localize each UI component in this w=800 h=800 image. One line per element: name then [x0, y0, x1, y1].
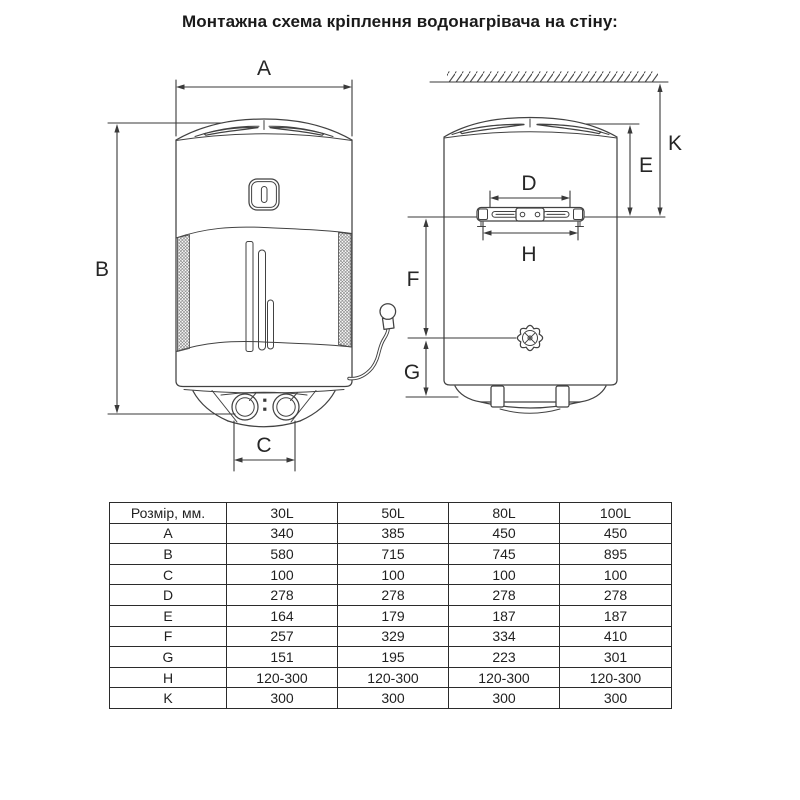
dimension-value-cell: 187: [449, 605, 560, 626]
dimension-value-cell: 179: [338, 605, 449, 626]
dimension-value-cell: 151: [227, 647, 338, 668]
dimension-value-cell: 120-300: [449, 667, 560, 688]
dimension-value-cell: 450: [560, 523, 672, 544]
dimension-value-cell: 100: [449, 564, 560, 585]
dimension-value-cell: 278: [338, 585, 449, 606]
table-row: [110, 605, 672, 626]
bottom-base: [184, 390, 344, 427]
col-header-size: Розмір, мм.: [110, 503, 227, 524]
dimension-value-cell: 164: [227, 605, 338, 626]
table-row: [110, 688, 672, 709]
dimension-D: [490, 172, 570, 207]
dimension-B: [95, 123, 235, 414]
table-header-row: [110, 503, 672, 524]
back-view: [403, 72, 668, 414]
dimension-value-cell: 300: [227, 688, 338, 709]
dimension-value-cell: 278: [449, 585, 560, 606]
table-row: [110, 523, 672, 544]
plug-head: [380, 304, 396, 320]
table-row: [110, 626, 672, 647]
relief-lines: [246, 242, 274, 352]
dim-label-e: E: [638, 154, 654, 177]
row-dimension-letter: D: [110, 585, 227, 606]
dimensions-table: [109, 502, 672, 709]
row-dimension-letter: F: [110, 626, 227, 647]
row-dimension-letter: G: [110, 647, 227, 668]
dimension-value-cell: 120-300: [338, 667, 449, 688]
dimension-C: [234, 421, 295, 471]
pipe-stub-left: [491, 386, 504, 407]
row-dimension-letter: A: [110, 523, 227, 544]
dim-label-g: G: [403, 361, 421, 384]
colon-dot: [263, 408, 266, 411]
col-header-volume: 50L: [338, 503, 449, 524]
dimension-value-cell: 329: [338, 626, 449, 647]
bottom-skirt: [455, 386, 606, 413]
dimension-value-cell: 257: [227, 626, 338, 647]
dimension-value-cell: 223: [449, 647, 560, 668]
dim-label-b: B: [94, 258, 110, 281]
dimension-H: [483, 222, 578, 266]
pipe-stub-right: [556, 386, 569, 407]
dimension-value-cell: 410: [560, 626, 672, 647]
row-dimension-letter: K: [110, 688, 227, 709]
dim-label-k: K: [667, 132, 683, 155]
wall-hatching: [447, 72, 658, 82]
row-dimension-letter: H: [110, 667, 227, 688]
dim-label-d: D: [521, 172, 537, 195]
page-title: Монтажна схема кріплення водонагрівача на стіну:: [182, 12, 618, 31]
dimension-value-cell: 745: [449, 544, 560, 565]
dimension-value-cell: 120-300: [560, 667, 672, 688]
dimension-value-cell: 100: [560, 564, 672, 585]
dimension-F: [407, 219, 429, 337]
row-dimension-letter: E: [110, 605, 227, 626]
power-cable: [349, 304, 396, 379]
dimension-value-cell: 715: [338, 544, 449, 565]
dimension-value-cell: 278: [560, 585, 672, 606]
dimension-K: [657, 84, 682, 217]
col-header-volume: 80L: [449, 503, 560, 524]
colon-dot: [263, 399, 266, 402]
dimension-value-cell: 385: [338, 523, 449, 544]
dimension-value-cell: 278: [227, 585, 338, 606]
band-top-wave: [176, 227, 352, 238]
dimension-value-cell: 120-300: [227, 667, 338, 688]
dimension-value-cell: 580: [227, 544, 338, 565]
front-view: [176, 119, 396, 427]
texture-strip-right: [339, 233, 352, 348]
dimension-value-cell: 895: [560, 544, 672, 565]
dimension-value-cell: 301: [560, 647, 672, 668]
thermostat-knob-left: [232, 393, 258, 421]
thermostat-knob-right: [273, 393, 299, 421]
table-row: [110, 667, 672, 688]
dimension-G: [404, 341, 429, 397]
dimension-value-cell: 340: [227, 523, 338, 544]
mounting-bracket: [477, 208, 584, 227]
dimension-E: [585, 124, 653, 216]
dimension-value-cell: 300: [560, 688, 672, 709]
dimension-value-cell: 300: [338, 688, 449, 709]
dimension-value-cell: 187: [560, 605, 672, 626]
dimension-value-cell: 100: [227, 564, 338, 585]
row-dimension-letter: C: [110, 564, 227, 585]
table-row: [110, 585, 672, 606]
table-row: [110, 564, 672, 585]
dimension-value-cell: 100: [338, 564, 449, 585]
col-header-volume: 30L: [227, 503, 338, 524]
control-panel: [249, 179, 279, 210]
dim-label-h: H: [521, 243, 537, 266]
col-header-volume: 100L: [560, 503, 672, 524]
dim-label-f: F: [406, 268, 420, 291]
dimension-value-cell: 450: [449, 523, 560, 544]
dimension-value-cell: 195: [338, 647, 449, 668]
dimension-value-cell: 334: [449, 626, 560, 647]
texture-strip-left: [178, 235, 190, 352]
table-row: [110, 544, 672, 565]
dim-label-a: A: [256, 57, 272, 80]
dim-label-c: C: [256, 434, 272, 457]
row-dimension-letter: B: [110, 544, 227, 565]
table-row: [110, 647, 672, 668]
dimension-value-cell: 300: [449, 688, 560, 709]
